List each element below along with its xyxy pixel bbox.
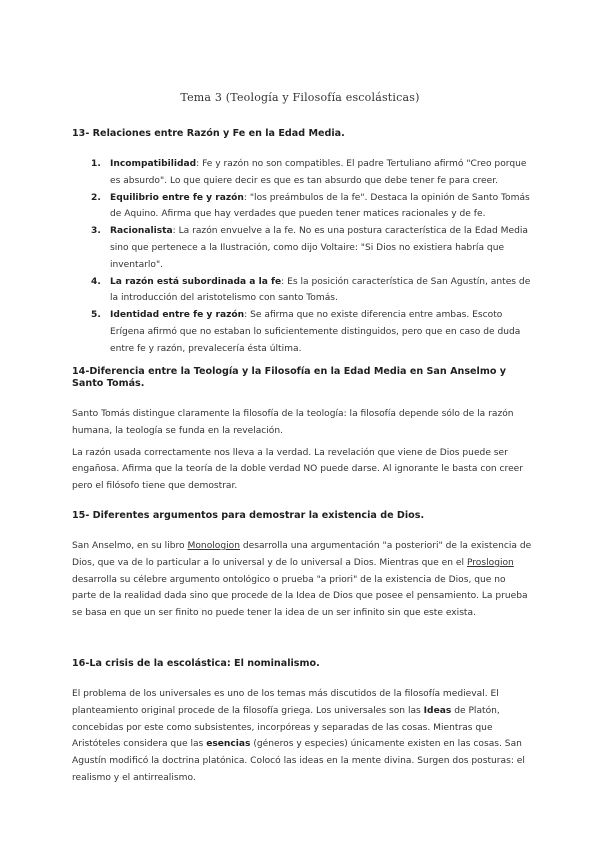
section-16: [72, 658, 532, 787]
relations-list: [72, 156, 532, 358]
list-item: [91, 274, 532, 308]
list-text: : "los preámbulos de la fe". Destaca la opinión de Santo Tomás de Aquino. Afirma que hay verdades que pueden tener matices racionales y de fe.: [110, 192, 530, 220]
text-run: de Platón, concebidas por este como subsistentes, incorpóreas y separadas de las cosas. Mientras que Aristóteles considera que las: [72, 705, 500, 750]
section-13-heading: 13- Relaciones entre Razón y Fe en la Edad Media.: [72, 128, 345, 139]
section-16-heading: 16-La crisis de la escolástica: El nominalismo.: [72, 658, 320, 669]
list-text: : Se afirma que no existe diferencia entre ambas. Escoto Erígena afirmó que no estaban lo suficientemente distinguidos, pero que en caso de duda entre fe y razón, prevalecería ésta última.: [110, 310, 521, 354]
list-term: Equilibrio entre fe y razón: [110, 192, 244, 203]
text-run: San Anselmo, en su libro: [72, 541, 188, 551]
list-number: 1.: [91, 159, 101, 169]
list-number: 3.: [91, 226, 101, 237]
list-item: [91, 307, 532, 357]
book-title-monologion: Monologion: [187, 541, 240, 551]
list-text: : Es la posición característica de San Agustín, antes de la introducción del aristotelismo con santo Tomás.: [110, 276, 531, 304]
list-term: Incompatibilidad: [110, 159, 197, 169]
section-15-heading: 15- Diferentes argumentos para demostrar la existencia de Dios.: [72, 510, 425, 521]
list-number: 2.: [91, 192, 101, 203]
paragraph: [72, 686, 532, 787]
page-title: Tema 3 (Teología y Filosofía escolásticas): [180, 91, 420, 104]
paragraph: [72, 538, 532, 622]
text-run: desarrolla su célebre argumento ontológico o prueba "a priori" de la existencia de Dios, que no parte de la realidad dada sino que procede de la Idea de Dios que posee el pensamiento. La prueba se basa en que un ser finito no puede tener la idea de un ser infinito sin que este exista.: [72, 574, 528, 619]
list-text: : Fe y razón no son compatibles. El padre Tertuliano afirmó "Creo porque es absurdo". Lo que quiere decir es que es tan absurdo que debe tener fe para creer.: [110, 159, 527, 186]
book-title-proslogion: Proslogion: [466, 557, 514, 568]
paragraph: La razón usada correctamente nos lleva a la verdad. La revelación que viene de Dios puede ser engañosa. Afirma que la teoría de la doble verdad NO puede darse. Al ignorante le basta con creer pero el filósofo tiene que demostrar.: [72, 447, 524, 492]
list-item: [91, 190, 532, 224]
section-13: [72, 128, 532, 358]
list-item: [91, 156, 532, 190]
text-run: El problema de los universales es uno de los temas más discutidos de la filosofía medieval. El planteamiento original procede de la filosofía griega. Los universales son las: [72, 689, 499, 716]
section-14-heading: 14-Diferencia entre la Teología y la Filosofía en la Edad Media en San Anselmo y Santo Tomás.: [72, 366, 507, 389]
list-text: : La razón envuelve a la fe. No es una postura característica de la Edad Media sino que pertenece a la Ilustración, como dijo Voltaire: "Si Dios no existiera habría que inventarlo".: [110, 226, 528, 270]
text-run: (géneros y especies) únicamente existen en las cosas. San Agustín modificó la doctrina platónica. Colocó las ideas en la mente divina. Surgen dos posturas: el realismo y el antirrealismo.: [72, 739, 525, 783]
section-14: [72, 366, 532, 495]
term-ideas: Ideas: [423, 705, 452, 716]
list-item: [91, 223, 532, 273]
list-number: 4.: [91, 276, 101, 287]
section-15: [72, 510, 532, 622]
list-term: Identidad entre fe y razón: [110, 310, 245, 321]
list-term: La razón está subordinada a la fe: [110, 276, 282, 287]
paragraph: Santo Tomás distingue claramente la filosofía de la teología: la filosofía depende sólo de la razón humana, la teología se funda en la revelación.: [72, 409, 514, 436]
term-esencias: esencias: [206, 739, 251, 750]
text-run: desarrolla una argumentación "a posteriori" de la existencia de Dios, que va de lo particular a lo universal y de lo universal a Dios. Mientras que en el: [72, 541, 532, 568]
list-number: 5.: [91, 310, 101, 321]
list-term: Racionalista: [110, 226, 173, 237]
